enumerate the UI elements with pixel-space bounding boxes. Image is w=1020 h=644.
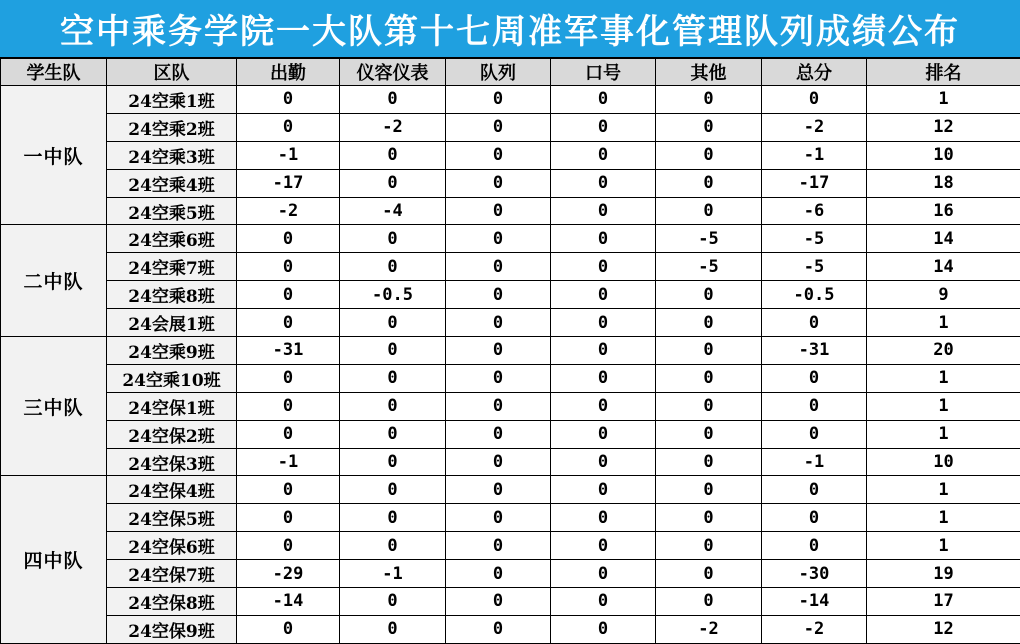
header-formation: 队列 [446, 59, 551, 86]
appearance-cell: 0 [340, 141, 446, 169]
other-cell: 0 [656, 281, 762, 309]
table-row [1, 141, 1020, 169]
slogan-cell: 0 [551, 448, 656, 476]
formation-cell: 0 [446, 113, 551, 141]
page-title: 空中乘务学院一大队第十七周准军事化管理队列成绩公布 [0, 0, 1020, 58]
total-cell: -0.5 [762, 281, 867, 309]
total-cell: 0 [762, 364, 867, 392]
rank-cell: 19 [867, 560, 1020, 588]
rank-cell: 20 [867, 337, 1020, 365]
attendance-cell: -2 [237, 197, 340, 225]
formation-cell: 0 [446, 253, 551, 281]
rank-cell: 1 [867, 420, 1020, 448]
class-name: 24空保2班 [107, 420, 237, 448]
attendance-cell: 0 [237, 253, 340, 281]
class-name: 24空乘1班 [107, 86, 237, 114]
other-cell: 0 [656, 169, 762, 197]
squadron-name: 三中队 [1, 337, 107, 476]
other-cell: 0 [656, 197, 762, 225]
slogan-cell: 0 [551, 364, 656, 392]
table-row [1, 281, 1020, 309]
other-cell: 0 [656, 448, 762, 476]
attendance-cell: 0 [237, 309, 340, 337]
appearance-cell: 0 [340, 532, 446, 560]
squadron-name: 一中队 [1, 86, 107, 225]
attendance-cell: 0 [237, 420, 340, 448]
rank-cell: 1 [867, 532, 1020, 560]
appearance-cell: 0 [340, 337, 446, 365]
total-cell: -1 [762, 448, 867, 476]
attendance-cell: -29 [237, 560, 340, 588]
appearance-cell: 0 [340, 392, 446, 420]
attendance-cell: 0 [237, 615, 340, 643]
formation-cell: 0 [446, 615, 551, 643]
class-name: 24空乘6班 [107, 225, 237, 253]
appearance-cell: 0 [340, 309, 446, 337]
class-name: 24空保3班 [107, 448, 237, 476]
slogan-cell: 0 [551, 86, 656, 114]
attendance-cell: 0 [237, 392, 340, 420]
other-cell: 0 [656, 86, 762, 114]
total-cell: 0 [762, 86, 867, 114]
total-cell: -31 [762, 337, 867, 365]
rank-cell: 14 [867, 253, 1020, 281]
attendance-cell: -1 [237, 141, 340, 169]
total-cell: -2 [762, 113, 867, 141]
slogan-cell: 0 [551, 225, 656, 253]
header-other: 其他 [656, 59, 762, 86]
formation-cell: 0 [446, 476, 551, 504]
other-cell: 0 [656, 364, 762, 392]
table-row [1, 309, 1020, 337]
total-cell: 0 [762, 309, 867, 337]
attendance-cell: 0 [237, 504, 340, 532]
formation-cell: 0 [446, 448, 551, 476]
table-row [1, 225, 1020, 253]
table-row [1, 504, 1020, 532]
class-name: 24空乘10班 [107, 364, 237, 392]
table-row [1, 337, 1020, 365]
header-total: 总分 [762, 59, 867, 86]
attendance-cell: 0 [237, 364, 340, 392]
class-name: 24空乘5班 [107, 197, 237, 225]
total-cell: 0 [762, 420, 867, 448]
table-row [1, 86, 1020, 114]
other-cell: 0 [656, 560, 762, 588]
formation-cell: 0 [446, 141, 551, 169]
formation-cell: 0 [446, 169, 551, 197]
slogan-cell: 0 [551, 169, 656, 197]
attendance-cell: -31 [237, 337, 340, 365]
class-name: 24空乘4班 [107, 169, 237, 197]
table-body [1, 86, 1020, 644]
other-cell: 0 [656, 337, 762, 365]
formation-cell: 0 [446, 337, 551, 365]
formation-cell: 0 [446, 197, 551, 225]
header-row [1, 59, 1020, 86]
slogan-cell: 0 [551, 420, 656, 448]
table-row [1, 420, 1020, 448]
table-row [1, 392, 1020, 420]
appearance-cell: 0 [340, 86, 446, 114]
formation-cell: 0 [446, 532, 551, 560]
rank-cell: 1 [867, 309, 1020, 337]
class-name: 24空乘3班 [107, 141, 237, 169]
other-cell: 0 [656, 476, 762, 504]
attendance-cell: 0 [237, 86, 340, 114]
slogan-cell: 0 [551, 588, 656, 616]
appearance-cell: 0 [340, 588, 446, 616]
squadron-name: 二中队 [1, 225, 107, 337]
appearance-cell: 0 [340, 448, 446, 476]
total-cell: -5 [762, 253, 867, 281]
class-name: 24空乘2班 [107, 113, 237, 141]
rank-cell: 12 [867, 113, 1020, 141]
appearance-cell: 0 [340, 225, 446, 253]
header-attendance: 出勤 [237, 59, 340, 86]
total-cell: -1 [762, 141, 867, 169]
class-name: 24空保7班 [107, 560, 237, 588]
other-cell: 0 [656, 504, 762, 532]
attendance-cell: -14 [237, 588, 340, 616]
slogan-cell: 0 [551, 337, 656, 365]
formation-cell: 0 [446, 225, 551, 253]
rank-cell: 12 [867, 615, 1020, 643]
header-rank: 排名 [867, 59, 1020, 86]
header-squadron: 学生队 [1, 59, 107, 86]
class-name: 24空保1班 [107, 392, 237, 420]
rank-cell: 14 [867, 225, 1020, 253]
table-row [1, 364, 1020, 392]
table-row [1, 532, 1020, 560]
other-cell: 0 [656, 141, 762, 169]
rank-cell: 9 [867, 281, 1020, 309]
slogan-cell: 0 [551, 141, 656, 169]
attendance-cell: 0 [237, 281, 340, 309]
table-row [1, 448, 1020, 476]
appearance-cell: -0.5 [340, 281, 446, 309]
appearance-cell: 0 [340, 615, 446, 643]
formation-cell: 0 [446, 392, 551, 420]
rank-cell: 10 [867, 448, 1020, 476]
other-cell: 0 [656, 588, 762, 616]
rank-cell: 10 [867, 141, 1020, 169]
attendance-cell: -1 [237, 448, 340, 476]
appearance-cell: 0 [340, 504, 446, 532]
squadron-name: 四中队 [1, 476, 107, 643]
attendance-cell: 0 [237, 532, 340, 560]
table-row [1, 113, 1020, 141]
slogan-cell: 0 [551, 615, 656, 643]
formation-cell: 0 [446, 588, 551, 616]
other-cell: 0 [656, 532, 762, 560]
slogan-cell: 0 [551, 476, 656, 504]
formation-cell: 0 [446, 504, 551, 532]
total-cell: -30 [762, 560, 867, 588]
total-cell: 0 [762, 392, 867, 420]
appearance-cell: 0 [340, 364, 446, 392]
class-name: 24会展1班 [107, 309, 237, 337]
class-name: 24空保4班 [107, 476, 237, 504]
appearance-cell: -2 [340, 113, 446, 141]
rank-cell: 16 [867, 197, 1020, 225]
rank-cell: 1 [867, 364, 1020, 392]
attendance-cell: 0 [237, 225, 340, 253]
slogan-cell: 0 [551, 281, 656, 309]
attendance-cell: 0 [237, 113, 340, 141]
table-row [1, 253, 1020, 281]
formation-cell: 0 [446, 364, 551, 392]
slogan-cell: 0 [551, 309, 656, 337]
other-cell: -5 [656, 225, 762, 253]
slogan-cell: 0 [551, 532, 656, 560]
class-name: 24空保6班 [107, 532, 237, 560]
formation-cell: 0 [446, 281, 551, 309]
slogan-cell: 0 [551, 113, 656, 141]
total-cell: 0 [762, 476, 867, 504]
total-cell: -5 [762, 225, 867, 253]
appearance-cell: -1 [340, 560, 446, 588]
attendance-cell: 0 [237, 476, 340, 504]
other-cell: -2 [656, 615, 762, 643]
rank-cell: 1 [867, 504, 1020, 532]
class-name: 24空保8班 [107, 588, 237, 616]
class-name: 24空乘7班 [107, 253, 237, 281]
header-slogan: 口号 [551, 59, 656, 86]
appearance-cell: 0 [340, 253, 446, 281]
rank-cell: 1 [867, 86, 1020, 114]
other-cell: 0 [656, 113, 762, 141]
class-name: 24空乘8班 [107, 281, 237, 309]
formation-cell: 0 [446, 420, 551, 448]
slogan-cell: 0 [551, 197, 656, 225]
slogan-cell: 0 [551, 504, 656, 532]
rank-cell: 1 [867, 476, 1020, 504]
table-row [1, 588, 1020, 616]
other-cell: 0 [656, 420, 762, 448]
rank-cell: 17 [867, 588, 1020, 616]
appearance-cell: 0 [340, 420, 446, 448]
rank-cell: 1 [867, 392, 1020, 420]
total-cell: -6 [762, 197, 867, 225]
appearance-cell: 0 [340, 476, 446, 504]
header-class: 区队 [107, 59, 237, 86]
table-row [1, 169, 1020, 197]
other-cell: -5 [656, 253, 762, 281]
table-row [1, 476, 1020, 504]
class-name: 24空乘9班 [107, 337, 237, 365]
other-cell: 0 [656, 309, 762, 337]
score-table [0, 58, 1020, 644]
appearance-cell: 0 [340, 169, 446, 197]
appearance-cell: -4 [340, 197, 446, 225]
rank-cell: 18 [867, 169, 1020, 197]
class-name: 24空保9班 [107, 615, 237, 643]
formation-cell: 0 [446, 560, 551, 588]
total-cell: -17 [762, 169, 867, 197]
total-cell: 0 [762, 532, 867, 560]
table-row [1, 560, 1020, 588]
table-row [1, 197, 1020, 225]
slogan-cell: 0 [551, 253, 656, 281]
class-name: 24空保5班 [107, 504, 237, 532]
other-cell: 0 [656, 392, 762, 420]
formation-cell: 0 [446, 86, 551, 114]
table-row [1, 615, 1020, 643]
formation-cell: 0 [446, 309, 551, 337]
slogan-cell: 0 [551, 560, 656, 588]
slogan-cell: 0 [551, 392, 656, 420]
attendance-cell: -17 [237, 169, 340, 197]
total-cell: -14 [762, 588, 867, 616]
total-cell: 0 [762, 504, 867, 532]
total-cell: -2 [762, 615, 867, 643]
header-appearance: 仪容仪表 [340, 59, 446, 86]
